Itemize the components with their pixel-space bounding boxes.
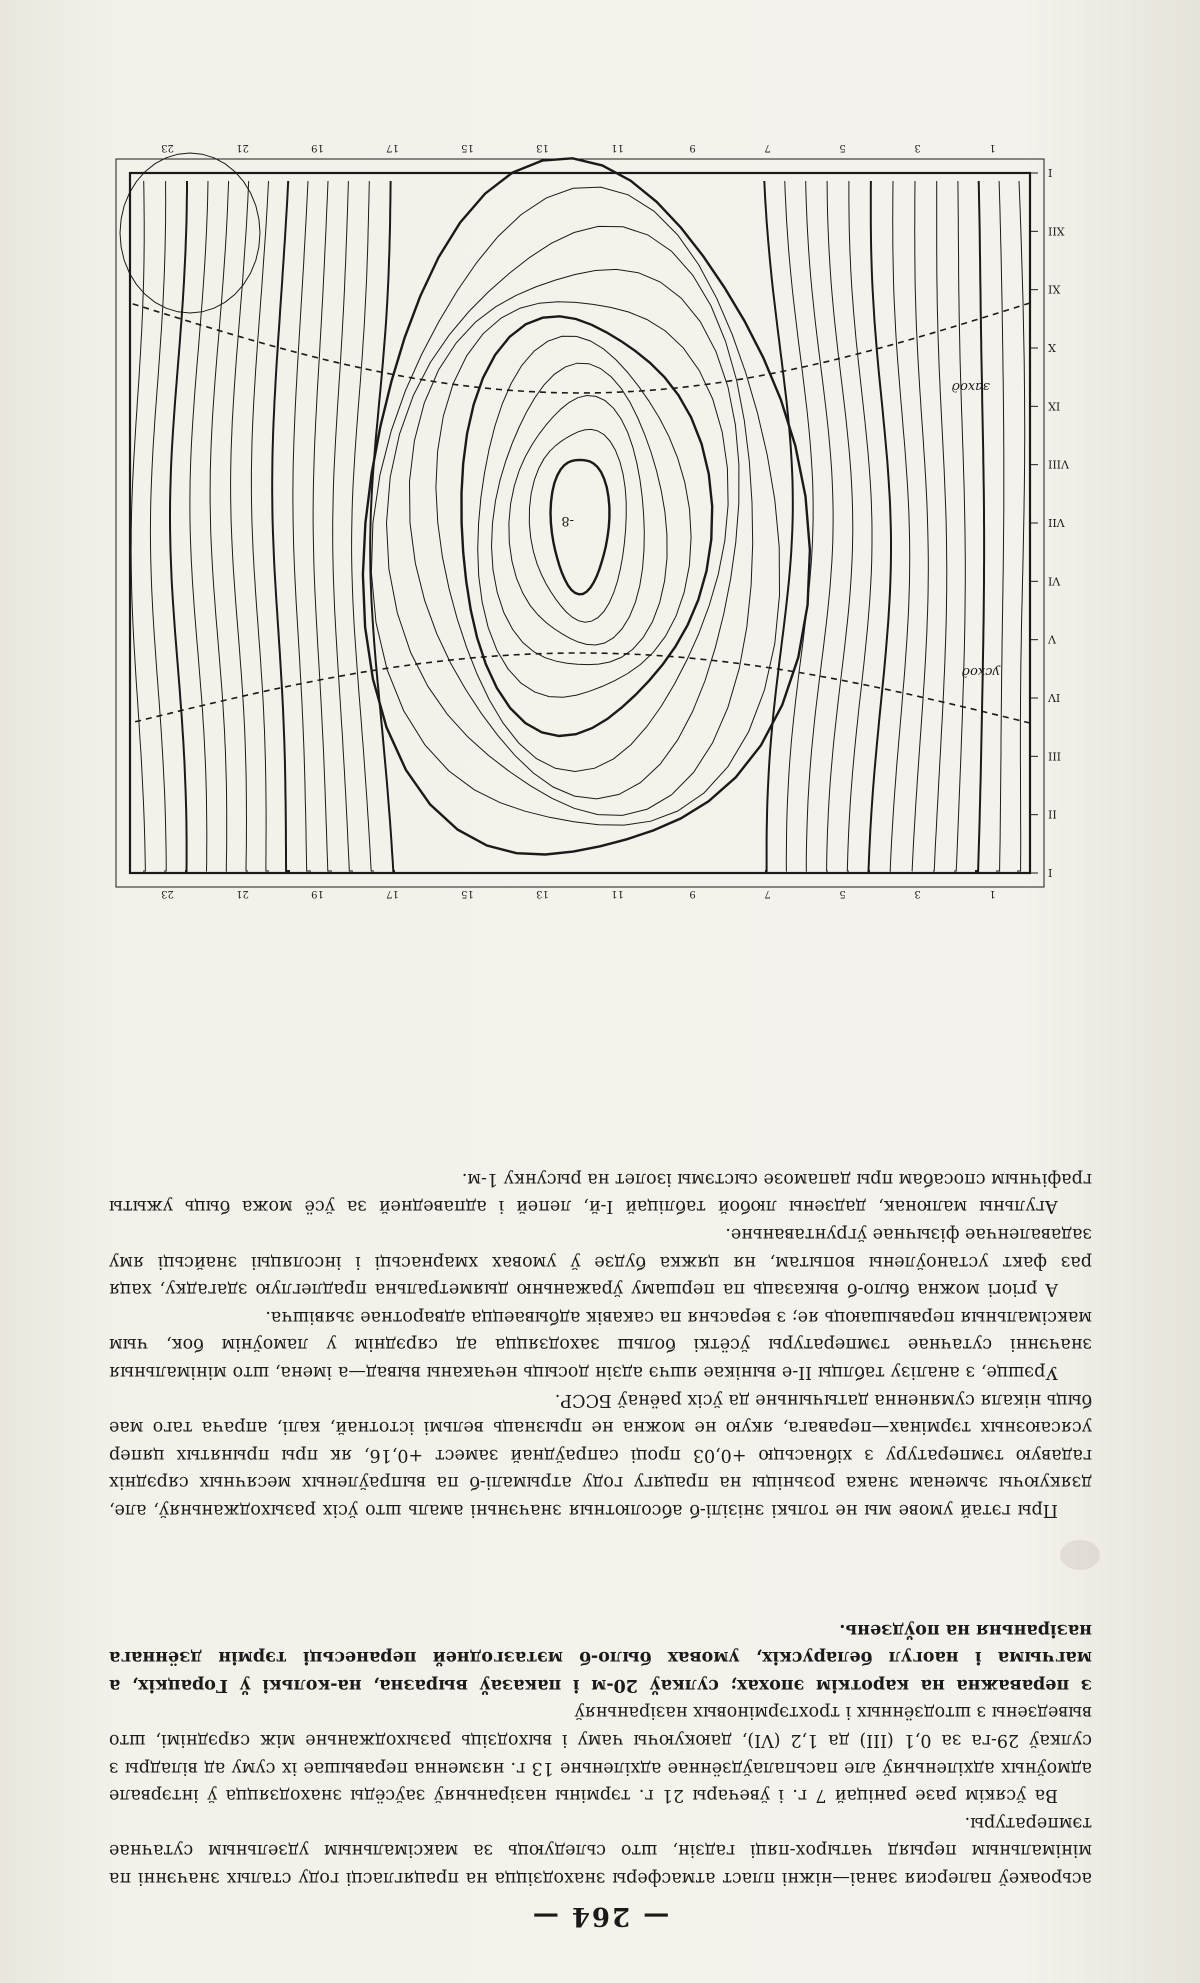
isoline-outer bbox=[231, 181, 249, 871]
hour-label-bottom: 13 bbox=[536, 142, 549, 153]
isoline-outer bbox=[954, 181, 965, 871]
isopleth-figure bbox=[100, 143, 1060, 903]
hour-label-bottom: 15 bbox=[461, 142, 474, 153]
isoline-outer bbox=[370, 181, 395, 871]
sunrise-curve bbox=[130, 653, 1030, 723]
month-label: VI bbox=[1048, 574, 1061, 587]
scanned-page bbox=[0, 0, 1200, 1983]
hour-label-bottom: 7 bbox=[764, 142, 770, 153]
isoline-outer bbox=[150, 181, 166, 871]
paragraph: асьроакеў палерсия занаі—ніжні пласт атмасферы знаходзіцца на працягласці году сталых значэнні па мінімальным перыяд чатырох-пяці гадзін, што сьледуюць за максімальным удзельным сутачнае тэмпературы. bbox=[109, 1808, 1092, 1891]
isoline-outer bbox=[827, 181, 853, 871]
isoline-closed bbox=[410, 269, 739, 799]
hour-label-top: 1 bbox=[989, 888, 995, 899]
isoline-outer bbox=[210, 181, 229, 871]
isoline-outer bbox=[293, 181, 311, 871]
hour-label-top: 17 bbox=[386, 888, 399, 899]
month-label: III bbox=[1048, 749, 1061, 762]
isoline-closed bbox=[551, 460, 610, 594]
curve-label-sunset: заход bbox=[952, 379, 990, 394]
text-block-top bbox=[109, 1615, 1092, 1891]
month-label: X bbox=[1048, 341, 1056, 354]
hour-label-top: 11 bbox=[611, 888, 624, 899]
month-label: XII bbox=[1048, 224, 1065, 237]
isoline-corner bbox=[120, 153, 260, 313]
isoline-outer bbox=[933, 181, 947, 871]
isoline-outer bbox=[251, 181, 269, 871]
hour-label-top: 7 bbox=[764, 888, 770, 899]
paragraph: Ва ўсякім разе раніцай 7 г. і ўвечары 21 г. тэрміны назіраньняў заўсёды знаходзяцца ў інтэрвале адмоўных адхіленьняў але пасьпалаўдзённае адхіленьне 13 г. нязменна перавышае іх суму ад віладры з сулкаў 29-га за 0,1 (III) да 1,2 (VI), даюкуючы чаму і выходзіць разыходжаньне між сярэднімі, што выведзены з штодзённых і трохтэрміновых назіраньняў bbox=[109, 1698, 1092, 1808]
month-label: I bbox=[1048, 866, 1052, 879]
text-block-middle bbox=[109, 1164, 1092, 1523]
isoline-outer bbox=[1017, 181, 1025, 871]
isoline-closed bbox=[462, 316, 713, 736]
hour-label-bottom: 11 bbox=[611, 142, 624, 153]
isoline-outer bbox=[764, 181, 793, 871]
hour-label-bottom: 19 bbox=[311, 142, 324, 153]
isoline-outer bbox=[272, 181, 290, 871]
paragraph: з пераважна на кароткім эпохах; сулкаў 20-м і паказаў выразна, на-колькі ў Горацкіх, а магчыма і наогул беларускіх, умовах было-б мэтазгодней перанесьці тэрмін дзённага назіраньня на поўдзень. bbox=[109, 1615, 1092, 1698]
hour-label-bottom: 17 bbox=[386, 142, 399, 153]
hour-label-top: 3 bbox=[914, 888, 920, 899]
isoline-outer bbox=[975, 181, 984, 871]
curve-label-sunrise: усход bbox=[962, 664, 1001, 679]
hour-label-bottom: 23 bbox=[161, 142, 174, 153]
month-label: IX bbox=[1048, 399, 1060, 412]
month-label: II bbox=[1048, 808, 1057, 821]
hour-label-top: 19 bbox=[311, 888, 324, 899]
month-label: VIII bbox=[1048, 458, 1070, 471]
hour-label-top: 5 bbox=[839, 888, 845, 899]
hour-label-bottom: 5 bbox=[839, 142, 845, 153]
isoline-outer bbox=[806, 181, 833, 871]
isopleth-chart bbox=[100, 143, 1060, 903]
hour-label-top: 9 bbox=[689, 888, 695, 899]
isoline-outer bbox=[996, 181, 1004, 871]
hour-label-top: 13 bbox=[536, 888, 549, 899]
isoline-outer bbox=[170, 181, 187, 871]
month-label: IV bbox=[1047, 691, 1060, 704]
isoline-outer bbox=[333, 181, 353, 871]
hour-label-top: 21 bbox=[236, 888, 249, 899]
hour-label-bottom: 21 bbox=[236, 142, 249, 153]
isoline-closed bbox=[436, 302, 728, 772]
paragraph: A priori можна было-б выказаць па першаму ўражаньню дыяметральна прадлеглую здагадку, хаця раз факт устаноўлены вопытам, ня цяжка будзе ў умовах хмарнасьці і інсоляцыі знайсьці яму задаваленчае фізычнае ўгрунтаваньне. bbox=[109, 1219, 1092, 1302]
hour-label-bottom: 3 bbox=[914, 142, 920, 153]
hour-label-top: 15 bbox=[461, 888, 474, 899]
month-label: XI bbox=[1048, 283, 1060, 296]
isoline-closed bbox=[492, 363, 668, 664]
month-label: V bbox=[1047, 633, 1057, 646]
hour-label-bottom: 9 bbox=[689, 142, 695, 153]
page-number: — 264 — bbox=[0, 1901, 1200, 1931]
paragraph: Пры гэтай умове мы не толькі знізілі-б абсолютныя значэньні амаль што ўсіх разыходжаньняў, але, дзякуючы зьменам знака розьніцы на працягу году атрымалі-б па выпраўленых месячных сярэдніх гадавую тэмпературу з хібнасьцю +0,03 проці сапраўднай замест +0,16, як пры прынятых цяпер усясаюзных тэрмінах—перавага, якую не можна не прызнаць вельмі істотнай, калі, апрача таго мае быць нікаля сумяненна датычыньне да ўсіх раёнаў БССР. bbox=[109, 1385, 1092, 1523]
isoline-outer bbox=[912, 181, 928, 871]
center-value-label: -8 bbox=[561, 513, 574, 528]
rotated-sheet bbox=[0, 0, 1200, 1983]
isoline-outer bbox=[847, 181, 872, 871]
month-label: VII bbox=[1048, 516, 1066, 529]
paragraph: Урэшце, з аналізу таблцы II-е вынікае яшчэ адзін досыць нечаканы вывад—а імена, што мінімальныя значэнні сутачнае тэмпературы ўсёткі больш заходзяцца ад сярэднім у ламоўнім бок, чым максімальныя перавышаюць яе; з верасьня па сакавік адбываецца адваротнае зьявішча. bbox=[109, 1302, 1092, 1385]
isoline-outer bbox=[131, 181, 145, 871]
isoline-outer bbox=[190, 181, 208, 871]
figure-frame bbox=[130, 173, 1030, 873]
hour-label-top: 23 bbox=[161, 888, 174, 899]
figure-outer-frame bbox=[116, 159, 1044, 887]
month-label: I bbox=[1048, 166, 1052, 179]
paragraph: Агульны малюнак, дадзены любой табліцай I-й, лепей і адпаведней за ўсё можа быць ужыты графічным спосабам пры дапамозе сыстэмы ізолет на рысунку 1-м. bbox=[109, 1164, 1092, 1219]
isoline-outer bbox=[313, 181, 332, 871]
isoline-outer bbox=[890, 181, 910, 871]
hour-label-bottom: 1 bbox=[989, 142, 995, 153]
